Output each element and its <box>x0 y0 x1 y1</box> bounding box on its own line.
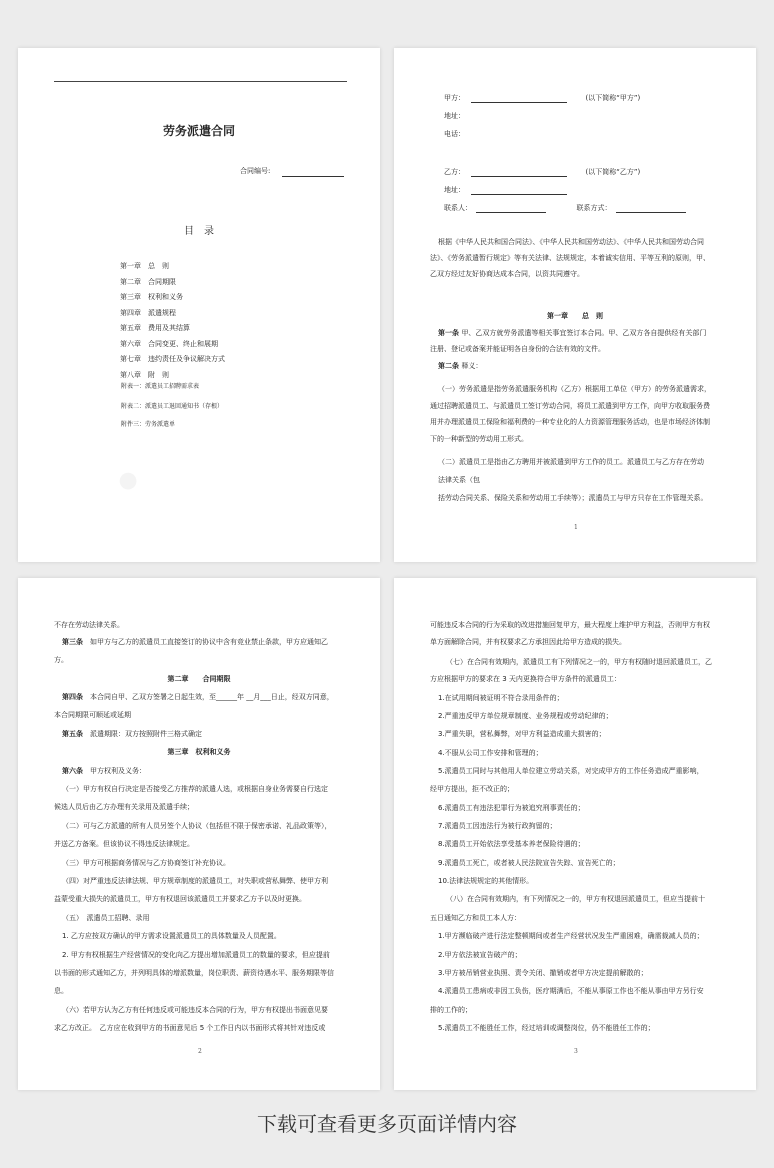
definition-1-line: （一）劳务派遣是指劳务派遣服务机构（乙方）根据用工单位（甲方）的劳务派遣需求， <box>438 385 711 393</box>
body-line: 可能违反本合同的行为采取的改进措施回复甲方，最大程度上维护甲方利益，否则甲方有权 <box>430 621 710 629</box>
party-b-label: 乙方： <box>444 168 465 176</box>
body-line: 1.甲方濒临破产进行法定整顿期间或者生产经营状况发生严重困难，确需裁减人员的； <box>438 932 704 940</box>
body-line: （三）甲方可根据商务情况与乙方协商签订补充协议。 <box>62 859 230 867</box>
document-page-2 <box>394 48 756 562</box>
body-line: 4.不服从公司工作安排和管理的； <box>438 749 543 757</box>
top-rule <box>54 81 347 82</box>
body-line: 候选人员后由乙方办理有关录用及派遣手续； <box>54 803 194 811</box>
document-page-3 <box>18 578 380 1090</box>
definition-2-line: 括劳动合同关系、保险关系和劳动用工手续等）；派遣员工与甲方只存在工作管理关系。 <box>438 494 708 502</box>
body-line: 单方面解除合同，并有权要求乙方承担因此给甲方造成的损失。 <box>430 638 626 646</box>
party-b-field <box>471 168 567 177</box>
definition-1-line: 下的一种新型的劳动用工形式。 <box>430 434 528 443</box>
body-line: 1.在试用期间被证明不符合录用条件的； <box>438 694 564 702</box>
preamble-line: 根据《中华人民共和国合同法》、《中华人民共和国劳动法》、《中华人民共和国劳动合同 <box>438 238 704 246</box>
party-a-note: (以下简称“甲方”) <box>585 94 641 102</box>
toc-item: 第六章 合同变更、终止和展期 <box>120 339 218 348</box>
appendix-item: 附表一：派遣员工招聘需求表 <box>121 383 200 390</box>
body-line: 8.派遣员工开始依法享受基本养老保险待遇的； <box>438 840 585 848</box>
definition-1-line: 通过招聘派遣员工、与派遣员工签订劳动合同，将员工派遣到甲方工作，向甲方收取服务费 <box>430 401 710 410</box>
watermark: ● <box>112 464 143 497</box>
body-line <box>62 767 146 776</box>
toc-item: 第八章 附 则 <box>120 370 169 379</box>
body-line: 不存在劳动法律关系。 <box>54 621 124 629</box>
body-line: 6.派遣员工有违法犯罪行为被追究刑事责任的； <box>438 804 585 812</box>
body-line: 7.派遣员工因违法行为被行政拘留的； <box>438 822 557 830</box>
body-line: （五） 派遣员工招聘、录用 <box>62 914 150 922</box>
body-line: 3.甲方被吊销营业执照、责令关闭、撤销或者甲方决定提前解散的； <box>438 969 648 977</box>
party-a-field <box>471 94 567 103</box>
body-line: 9.派遣员工死亡，或者被人民法院宣告失踪、宣告死亡的； <box>438 859 620 867</box>
contact-person-label: 联系人： <box>444 204 472 212</box>
body-line: 本合同期限可顺延或延期 <box>54 711 131 719</box>
preamble-line: 法》、《劳务派遣暂行规定》等有关法律、法规规定，本着诚实信用、平等互利的原则，甲、 <box>430 254 710 262</box>
body-line: 求乙方改正。 乙方应在收到甲方的书面意见后 5 个工作日内以书面形式将其针对违反或 <box>54 1024 326 1032</box>
body-line <box>62 730 202 739</box>
body-line: 1. 乙方应按双方确认的甲方需求设置派遣员工的具体数量及人员配置。 <box>62 932 281 940</box>
contract-number-label: 合同编号: <box>240 167 271 175</box>
definition-1-line: 用并办理派遣员工保险和福利费的一种专业化的人力资源管理服务活动，也是市场经济体制 <box>430 418 710 426</box>
body-line: 并送乙方备案。但该协议不得违反法律规定。 <box>54 840 194 848</box>
body-line: 5.派遣员工同时与其他用人单位建立劳动关系，对完成甲方的工作任务造成严重影响， <box>438 767 704 775</box>
body-line: （六）若甲方认为乙方有任何违反或可能违反本合同的行为，甲方有权提出书面意见要 <box>62 1006 328 1014</box>
document-page-4 <box>394 578 756 1090</box>
article-text: 甲方权利及义务： <box>83 767 146 775</box>
body-line: 经甲方提出，拒不改正的； <box>430 785 514 793</box>
body-line: 排的工作的； <box>430 1006 472 1014</box>
body-line: （一）甲方有权自行决定是否接受乙方推荐的派遣人选，或根据自身业务需要自行选定 <box>62 785 328 793</box>
article-label: 第三条 <box>62 638 83 646</box>
body-line: 4.派遣员工患病或非因工负伤，医疗期满后，不能从事原工作也不能从事由甲方另行安 <box>438 987 704 995</box>
article-text: 派遣期限：双方按照附件三格式确定 <box>83 730 202 738</box>
body-line: 方。 <box>54 656 68 664</box>
chapter-heading: 第三章 权利和义务 <box>167 748 231 756</box>
toc-item: 第二章 合同期限 <box>120 277 176 286</box>
party-a-phone-label: 电话： <box>444 130 465 138</box>
body-line: 5.派遣员工不能胜任工作，经过培训或调整岗位，仍不能胜任工作的； <box>438 1024 655 1032</box>
contract-number-field <box>282 167 344 177</box>
page-number: 1 <box>574 524 578 531</box>
page-number: 2 <box>198 1048 202 1055</box>
article-label: 第五条 <box>62 730 83 738</box>
appendix-item: 附表二：派遣员工退回通知书（存根） <box>121 403 224 410</box>
article-label: 第四条 <box>62 693 83 701</box>
preamble-line: 乙双方经过友好协商达成本合同，以资共同遵守。 <box>430 270 584 278</box>
party-b-note: (以下简称“乙方”) <box>585 168 641 176</box>
party-b-address-field <box>471 186 567 195</box>
body-line: 以书面的形式通知乙方，并列明具体的增派数量，岗位职责、薪资待遇水平、服务期限等信 <box>54 969 334 977</box>
article-2-title: 释义： <box>461 362 483 370</box>
body-line: （七）在合同有效期内，派遣员工有下列情况之一的，甲方有权随时退回派遣员工，乙 <box>446 658 712 666</box>
chapter-1-heading: 第一章 总 则 <box>547 312 603 320</box>
definition-2-line: （二）派遣员工是指由乙方聘用并被派遣到甲方工作的员工。派遣员工与乙方存在劳动 <box>438 458 704 466</box>
body-line: 2.严重违反甲方单位规章制度、业务规程或劳动纪律的； <box>438 712 613 720</box>
body-line: 五日通知乙方和员工本人方： <box>430 914 521 922</box>
page-number: 3 <box>574 1048 578 1055</box>
article-label: 第六条 <box>62 767 83 775</box>
toc-item: 第五章 费用及其结算 <box>120 324 190 332</box>
party-b-address-label: 地址： <box>444 186 465 194</box>
download-more-footer[interactable]: 下载可查看更多页面详情内容 <box>257 1112 517 1136</box>
body-line: 益蒙受重大损失的派遣员工，甲方有权退回该派遣员工并要求乙方予以及时更换。 <box>54 895 306 903</box>
contact-method-field <box>616 204 686 213</box>
body-line: （四）对严重违反法律法规、甲方规章制度的派遣员工，对失职或营私舞弊、使甲方利 <box>62 877 328 885</box>
body-line <box>62 693 334 702</box>
body-line: 方应根据甲方的要求在 3 天内更换符合甲方条件的派遣员工： <box>430 675 621 683</box>
toc-item: 第七章 违约责任及争议解决方式 <box>120 355 225 363</box>
body-line: 2.甲方依法被宣告破产的； <box>438 951 522 959</box>
toc-item: 第一章 总 则 <box>120 262 169 270</box>
article-2-label: 第二条 <box>438 362 462 370</box>
article-text: 本合同自甲、乙双方签署之日起生效，至______年 __月___日止，经双方同意， <box>83 693 334 701</box>
body-line: 10.法律法规规定的其他情形。 <box>438 877 534 885</box>
contact-method-label: 联系方式： <box>576 204 612 212</box>
document-title: 劳务派遣合同 <box>162 124 235 138</box>
body-line <box>62 638 328 647</box>
contact-person-field <box>476 204 546 213</box>
toc-title: 目 录 <box>184 226 214 237</box>
article-1-label: 第一条 <box>438 329 462 337</box>
definition-2-line: 法律关系（包 <box>438 476 480 484</box>
chapter-heading: 第二章 合同期限 <box>167 675 231 683</box>
toc-item: 第三章 权利和义务 <box>120 293 183 301</box>
body-line: （八）在合同有效期内，有下列情况之一的，甲方有权退回派遣员工，但应当提前十 <box>446 895 705 903</box>
article-1 <box>438 329 706 338</box>
body-line: （二）可与乙方派遣的所有人员另签个人协议（包括但不限于保密承诺、礼品政策等）， <box>62 822 332 830</box>
party-a-address-label: 地址： <box>444 112 465 120</box>
appendix-item: 附件三：劳务派遣单 <box>121 421 176 428</box>
article-1-text: 甲、乙双方就劳务派遣等相关事宜签订本合同。甲、乙双方各自提供经有关部门 <box>461 329 707 337</box>
body-line: 2. 甲方有权根据生产经营情况的变化向乙方提出增加派遣员工的数量的要求，但应提前 <box>62 951 330 959</box>
article-text: 如甲方与乙方的派遣员工直接签订的协议中含有竞业禁止条款，甲方应通知乙 <box>83 638 328 646</box>
party-a-label: 甲方： <box>444 94 465 102</box>
article-2 <box>438 362 482 371</box>
body-line: 息。 <box>54 987 68 995</box>
toc-item: 第四章 派遣规程 <box>120 308 176 317</box>
body-line: 3.严重失职，营私舞弊，对甲方利益造成重大损害的； <box>438 730 606 738</box>
document-page-1 <box>18 48 380 562</box>
article-1-text: 注册、登记或备案并能证明各自身份的合法有效的文件。 <box>430 345 605 353</box>
